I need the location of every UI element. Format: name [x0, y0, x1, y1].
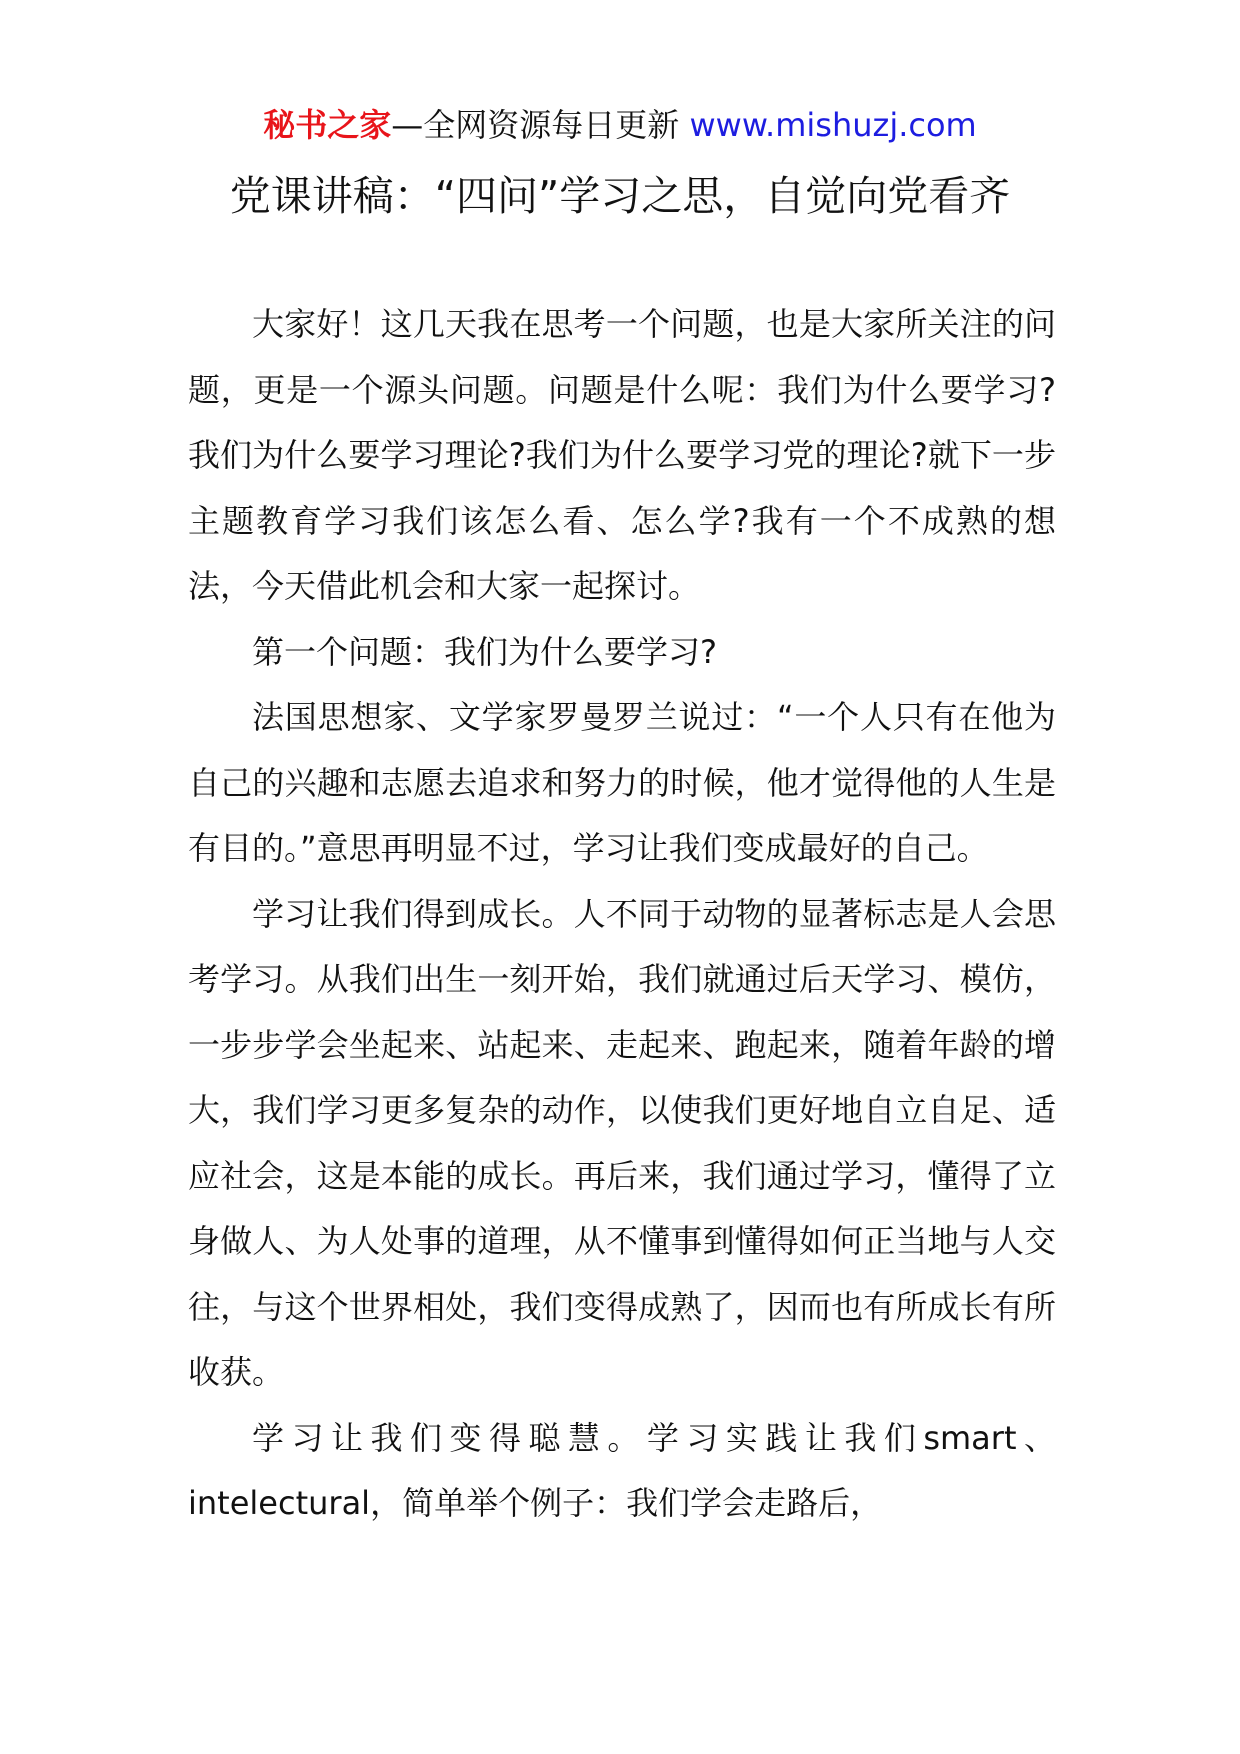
site-header — [0, 100, 1240, 150]
paragraph-growth: 学习让我们得到成长。人不同于动物的显著标志是人会思考学习。从我们出生一刻开始，我们就通过后天学习、模仿，一步步学会坐起来、站起来、走起来、跑起来，随着年龄的增大，我们学习更多复杂的动作，以使我们更好地自立自足、适应社会，这是本能的成长。再后来，我们通过学习，懂得了立身做人、为人处事的道理，从不懂事到懂得如何正当地与人交往，与这个世界相处，我们变得成熟了，因而也有所成长有所收获。 — [188, 894, 1056, 1391]
paragraph-quote: 法国思想家、文学家罗曼罗兰说过：“一个人只有在他为自己的兴趣和志愿去追求和努力的时候，他才觉得他的人生是有目的。”意思再明显不过，学习让我们变成最好的自己。 — [188, 698, 1056, 867]
brand-name: 秘书之家 — [263, 106, 392, 144]
paragraph-intro: 大家好！这几天我在思考一个问题，也是大家所关注的问题，更是一个源头问题。问题是什么呢：我们为什么要学习?我们为什么要学习理论?我们为什么要学习党的理论?就下一步主题教育学习我们该怎么看、怎么学?我有一个不成熟的想法，今天借此机会和大家一起探讨。 — [188, 305, 1056, 605]
paragraph-question-one: 第一个问题：我们为什么要学习? — [252, 632, 717, 671]
paragraph-wisdom: 学习让我们变得聪慧。学习实践让我们smart、intelectural，简单举个例子：我们学会走路后， — [188, 1418, 1056, 1522]
document-title: 党课讲稿：“四问”学习之思，自觉向党看齐 — [229, 172, 1011, 220]
site-url-link[interactable]: www.mishuzj.com — [689, 106, 977, 144]
document-body — [188, 292, 1056, 1537]
header-tagline: —全网资源每日更新 — [391, 106, 680, 144]
